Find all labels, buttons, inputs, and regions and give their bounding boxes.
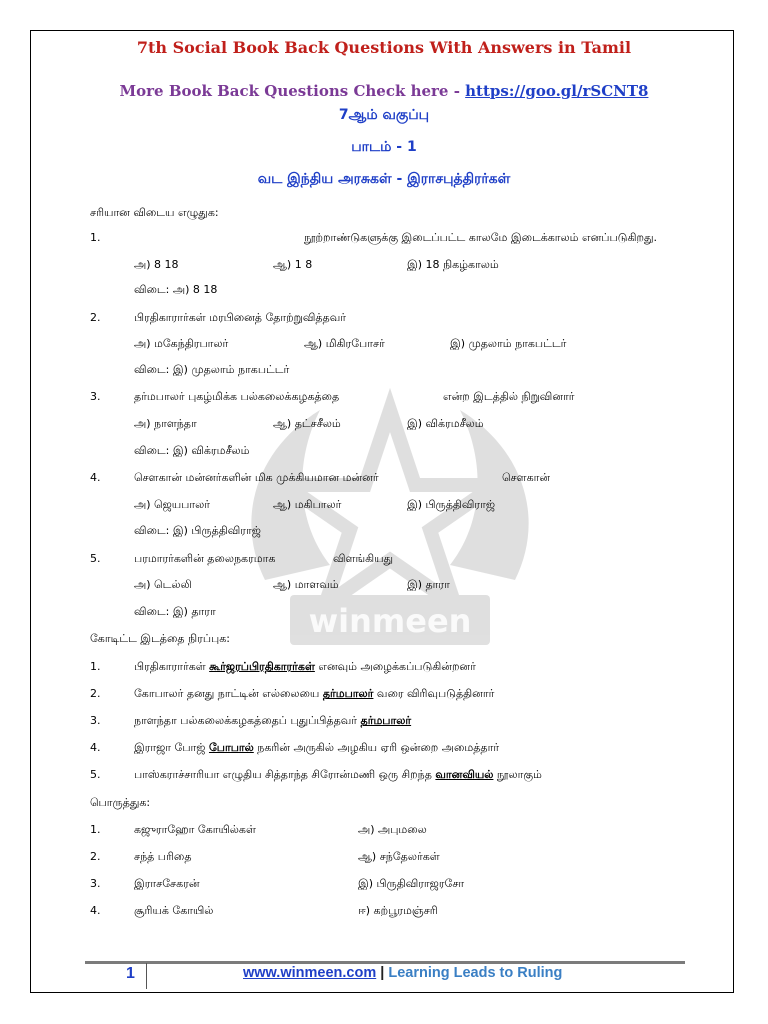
page-title: 7th Social Book Back Questions With Answers in Tamil xyxy=(136,38,632,57)
mcq-5-option-a: அ) டெல்லி xyxy=(134,578,192,591)
match-2-left: சந்த் பரிதை xyxy=(134,850,192,863)
mcq-5-option-c: இ) தாரா xyxy=(407,578,450,591)
more-questions-link[interactable]: https://goo.gl/rSCNT8 xyxy=(465,82,649,100)
fill-3-line xyxy=(134,714,411,729)
mcq-3-question-end: என்ற இடத்தில் நிறுவினார் xyxy=(443,390,575,403)
fill-2-number: 2. xyxy=(90,687,101,700)
match-4-number: 4. xyxy=(90,904,101,917)
fill-2-pre: கோபாலர் தனது நாட்டின் எல்லையை xyxy=(134,687,320,700)
match-2-number: 2. xyxy=(90,850,101,863)
page-number: 1 xyxy=(126,965,135,982)
fill-5-pre: பாஸ்கராச்சாரியா எழுதிய சித்தாந்த சிரோன்மணி ஒரு சிறந்த xyxy=(134,768,432,781)
mcq-2-number: 2. xyxy=(90,311,101,324)
fill-5-number: 5. xyxy=(90,768,101,781)
mcq-4-option-c: இ) பிருத்திவிராஜ் xyxy=(407,498,496,511)
match-heading: பொருத்துக: xyxy=(90,796,151,809)
mcq-1-answer: விடை: அ) 8 18 xyxy=(134,283,218,296)
mcq-5-question-end: விளங்கியது xyxy=(333,552,394,565)
mcq-3-option-c: இ) விக்ரமசீலம் xyxy=(407,417,484,430)
match-1-right: அ) அபுமலை xyxy=(358,823,427,836)
mcq-2-question: பிரதிகாரார்கள் மரபினைத் தோற்றுவித்தவர் xyxy=(134,311,346,324)
fill-5-answer: வானவியல் xyxy=(435,768,494,781)
fill-4-number: 4. xyxy=(90,741,101,754)
footer-rule xyxy=(85,961,685,964)
fill-3-number: 3. xyxy=(90,714,101,727)
fill-5-post: நூலாகும் xyxy=(496,768,542,781)
fill-1-pre: பிரதிகாரார்கள் xyxy=(134,660,206,673)
mcq-4-number: 4. xyxy=(90,471,101,484)
mcq-3-question: தர்மபாலர் புகழ்மிக்க பல்கலைக்கழகத்தை xyxy=(134,390,340,403)
fill-4-answer: போபால் xyxy=(208,741,254,754)
footer-tagline: Learning Leads to Ruling xyxy=(388,965,563,981)
lesson-label: பாடம் - 1 xyxy=(351,139,417,155)
chapter-title: வட இந்திய அரசுகள் - இராசபுத்திரர்கள் xyxy=(257,171,511,187)
mcq-1-question: நூற்றாண்டுகளுக்கு இடைப்பட்ட காலமே இடைக்காலம் எனப்படுகிறது. xyxy=(304,231,658,244)
fill-1-number: 1. xyxy=(90,660,101,673)
mcq-4-answer: விடை: இ) பிருத்திவிராஜ் xyxy=(134,524,261,537)
mcq-1-option-b: ஆ) 1 8 xyxy=(273,258,313,271)
match-3-number: 3. xyxy=(90,877,101,890)
match-3-right: இ) பிருதிவிராஜரசோ xyxy=(358,877,465,890)
mcq-4-question: சௌகான் மன்னர்களின் மிக முக்கியமான மன்னர் xyxy=(134,471,379,484)
mcq-2-answer: விடை: இ) முதலாம் நாகபட்டர் xyxy=(134,363,290,376)
fill-1-answer: கூர்ஜரப்பிரதிகாரர்கள் xyxy=(209,660,315,673)
fill-4-pre: இராஜா போஜ் xyxy=(134,741,206,754)
match-3-left: இராசசேகரன் xyxy=(134,877,200,890)
footer-line xyxy=(243,965,562,981)
mcq-4-option-b: ஆ) மகிபாலர் xyxy=(273,498,342,511)
mcq-2-option-a: அ) மகேந்திரபாலர் xyxy=(134,337,229,350)
mcq-2-option-c: இ) முதலாம் நாகபட்டர் xyxy=(450,337,567,350)
fill-2-answer: தர்மபாலர் xyxy=(322,687,374,700)
match-4-left: சூரியக் கோயில் xyxy=(134,904,214,917)
mcq-4-question-end: சௌகான் xyxy=(502,471,551,484)
match-2-right: ஆ) சந்தேலர்கள் xyxy=(358,850,440,863)
fill-4-line xyxy=(134,741,499,756)
fill-2-post: வரை விரிவுபடுத்தினார் xyxy=(376,687,495,700)
more-questions-text: More Book Back Questions Check here - xyxy=(119,82,466,100)
match-4-right: ஈ) கற்பூரமஞ்சரி xyxy=(358,904,438,917)
mcq-5-number: 5. xyxy=(90,552,101,565)
fill-5-line xyxy=(134,768,542,783)
footer-page-separator xyxy=(146,963,147,989)
mcq-1-number: 1. xyxy=(90,231,101,244)
mcq-3-answer: விடை: இ) விக்ரமசீலம் xyxy=(134,444,250,457)
fill-3-pre: நாளந்தா பல்கலைக்கழகத்தைப் புதுப்பித்தவர் xyxy=(134,714,358,727)
fill-1-post: எனவும் அழைக்கப்படுகின்றனர் xyxy=(318,660,476,673)
mcq-3-option-a: அ) நாளந்தா xyxy=(134,417,197,430)
footer-site-link[interactable]: www.winmeen.com xyxy=(243,965,377,981)
mcq-5-answer: விடை: இ) தாரா xyxy=(134,605,216,618)
fill-4-post: நகரின் அருகில் அழகிய ஏரி ஒன்றை அமைத்தார் xyxy=(257,741,500,754)
mcq-1-option-c: இ) 18 நிகழ்காலம் xyxy=(407,258,499,271)
fill-3-answer: தர்மபாலர் xyxy=(360,714,412,727)
footer-separator: | xyxy=(380,965,385,981)
more-questions-line xyxy=(0,82,768,100)
mcq-2-option-b: ஆ) மிகிரபோசர் xyxy=(304,337,385,350)
mcq-5-question: பரமாரர்களின் தலைநகரமாக xyxy=(134,552,276,565)
mcq-3-number: 3. xyxy=(90,390,101,403)
mcq-1-option-a: அ) 8 18 xyxy=(134,258,179,271)
watermark-text: winmeen xyxy=(308,602,472,640)
mcq-heading: சரியான விடைய எழுதுக: xyxy=(90,206,219,219)
match-1-number: 1. xyxy=(90,823,101,836)
fill-2-line xyxy=(134,687,494,702)
mcq-4-option-a: அ) ஜெயபாலர் xyxy=(134,498,210,511)
class-label: 7ஆம் வகுப்பு xyxy=(338,107,430,123)
match-1-left: கஜுராஹோ கோயில்கள் xyxy=(134,823,256,836)
mcq-3-option-b: ஆ) தட்சசீலம் xyxy=(273,417,341,430)
fill-1-line xyxy=(134,660,476,675)
fill-heading: கோடிட்ட இடத்தை நிரப்புக: xyxy=(90,632,230,645)
mcq-5-option-b: ஆ) மாளவம் xyxy=(273,578,339,591)
